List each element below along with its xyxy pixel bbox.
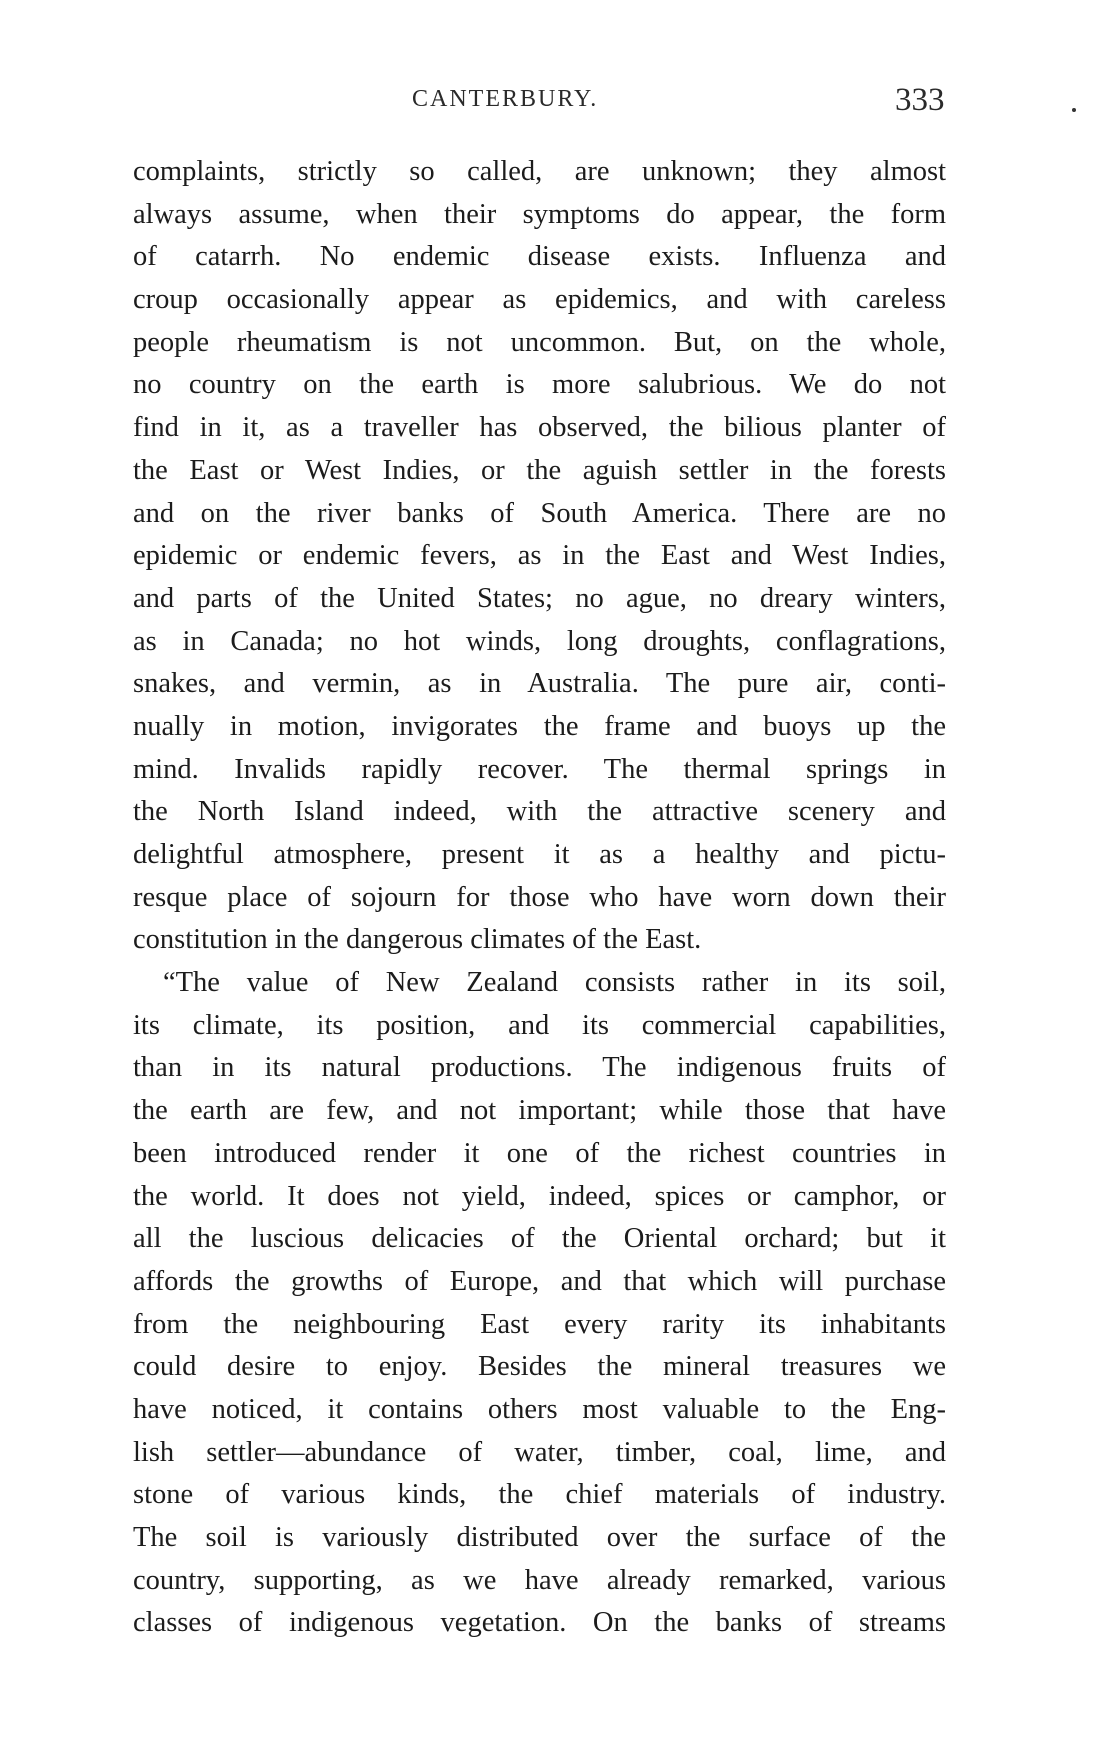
text-line: the North Island indeed, with the attractive scenery and — [133, 796, 946, 828]
text-line: resque place of sojourn for those who have worn down their — [133, 881, 946, 913]
text-line: the earth are few, and not important; while those that have — [133, 1095, 946, 1127]
text-line: delightful atmosphere, present it as a healthy and pictu- — [133, 839, 946, 870]
text-line: of catarrh. No endemic disease exists. Influenza and — [133, 241, 946, 273]
text-line: from the neighbouring East every rarity its inhabitants — [133, 1308, 946, 1340]
paragraph-end-line: constitution in the dangerous climates of the East. — [133, 924, 702, 956]
text-line: could desire to enjoy. Besides the mineral treasures we — [133, 1351, 946, 1383]
text-line: been introduced render it one of the richest countries in — [133, 1137, 946, 1169]
text-line: nually in motion, invigorates the frame and buoys up the — [133, 710, 946, 742]
text-line: all the luscious delicacies of the Oriental orchard; but it — [133, 1223, 946, 1255]
text-line: affords the growths of Europe, and that which will purchase — [133, 1265, 946, 1297]
page-number: 333 — [895, 82, 945, 118]
text-line: stone of various kinds, the chief materials of industry. — [133, 1479, 946, 1511]
text-line: classes of indigenous vegetation. On the banks of streams — [133, 1607, 946, 1639]
text-line: the East or West Indies, or the aguish settler in the forests — [133, 454, 946, 486]
text-line: epidemic or endemic fevers, as in the East and West Indies, — [133, 540, 946, 572]
text-line: have noticed, it contains others most valuable to the Eng- — [133, 1393, 946, 1425]
text-line: and parts of the United States; no ague, no dreary winters, — [133, 582, 946, 614]
text-line: and on the river banks of South America. There are no — [133, 497, 946, 529]
text-line: than in its natural productions. The indigenous fruits of — [133, 1052, 946, 1084]
text-line: always assume, when their symptoms do appear, the form — [133, 198, 946, 230]
running-title: CANTERBURY. — [412, 86, 599, 112]
body-text — [133, 151, 946, 1645]
text-line: the world. It does not yield, indeed, spices or camphor, or — [133, 1180, 946, 1212]
text-line: lish settler—abundance of water, timber, coal, lime, and — [133, 1436, 946, 1468]
text-line: as in Canada; no hot winds, long droughts, conflagrations, — [133, 625, 946, 657]
print-speck — [1072, 108, 1076, 112]
text-line: The soil is variously distributed over the surface of the — [133, 1522, 946, 1553]
paragraph-start-line: “The value of New Zealand consists rather in its soil, — [163, 967, 946, 999]
text-line: country, supporting, as we have already remarked, various — [133, 1564, 946, 1596]
text-line: no country on the earth is more salubrious. We do not — [133, 369, 946, 401]
text-line: people rheumatism is not uncommon. But, on the whole, — [133, 326, 946, 358]
text-line: croup occasionally appear as epidemics, and with careless — [133, 284, 946, 316]
text-line: its climate, its position, and its commercial capabilities, — [133, 1009, 946, 1041]
text-line: complaints, strictly so called, are unknown; they almost — [133, 156, 946, 187]
text-line: find in it, as a traveller has observed, the bilious planter of — [133, 412, 946, 444]
text-line: mind. Invalids rapidly recover. The thermal springs in — [133, 753, 946, 785]
text-line: snakes, and vermin, as in Australia. The pure air, conti- — [133, 668, 946, 700]
